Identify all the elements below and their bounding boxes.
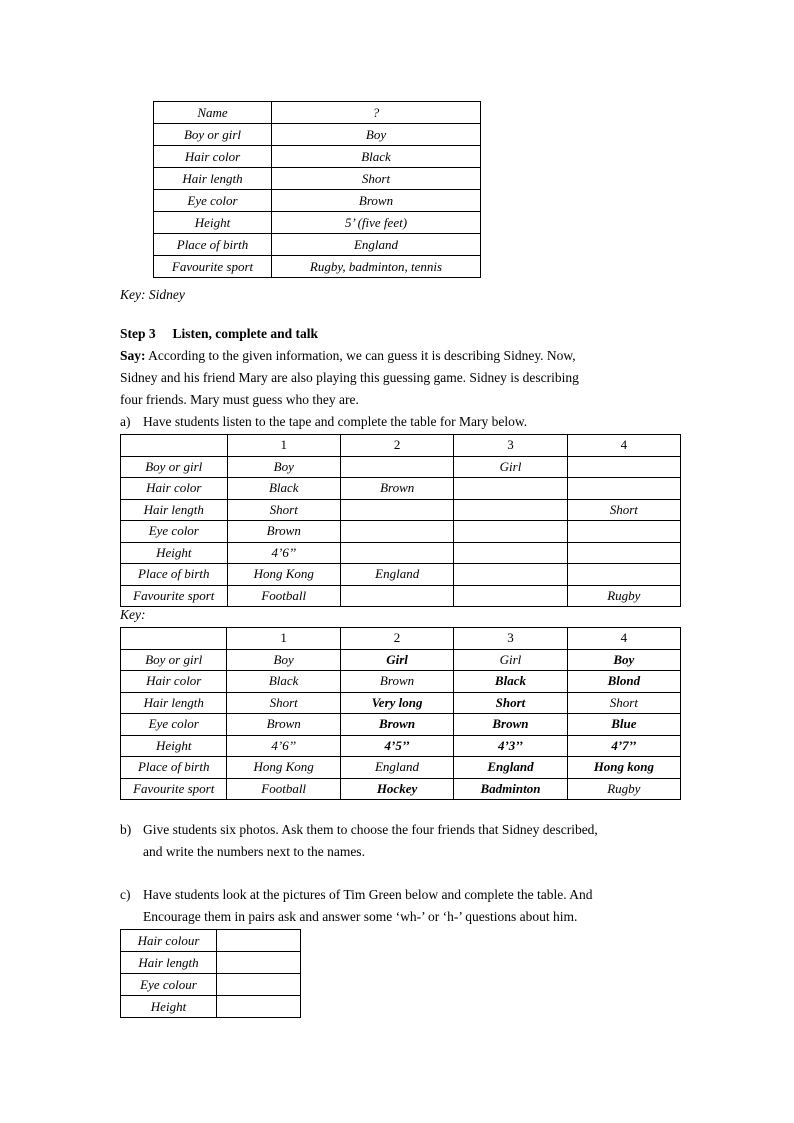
value-cell: Boy <box>227 456 340 478</box>
table-row <box>121 778 681 800</box>
value-cell: Badminton <box>454 778 568 800</box>
value-cell <box>340 585 453 607</box>
step3-title: Listen, complete and talk <box>172 326 319 341</box>
value-cell <box>567 478 680 500</box>
value-cell: Boy <box>567 649 680 671</box>
row-label-cell: Place of birth <box>121 564 228 586</box>
value-cell: England <box>340 564 453 586</box>
table-mary-blank <box>120 434 681 607</box>
value-cell: Short <box>567 692 680 714</box>
say-label: Say: <box>120 348 146 363</box>
table-row <box>121 974 301 996</box>
value-cell: Brown <box>227 714 340 736</box>
value-cell: Brown <box>340 714 453 736</box>
row-label-cell: Hair length <box>121 952 217 974</box>
header-cell: 2 <box>340 435 453 457</box>
header-cell: 3 <box>454 435 567 457</box>
value-cell: 5’ (five feet) <box>272 212 481 234</box>
row-label-cell: Height <box>154 212 272 234</box>
item-c-line-1: Have students look at the pictures of Tim Green below and complete the table. And <box>143 887 593 902</box>
value-cell <box>340 499 453 521</box>
row-label-cell: Favourite sport <box>121 778 227 800</box>
table-row <box>121 996 301 1018</box>
table-row <box>154 102 481 124</box>
value-cell <box>567 542 680 564</box>
value-cell <box>567 564 680 586</box>
value-cell: Short <box>567 499 680 521</box>
value-cell: Black <box>454 671 568 693</box>
table-row <box>154 124 481 146</box>
value-cell <box>340 542 453 564</box>
table-row <box>154 234 481 256</box>
table-row <box>121 930 301 952</box>
value-cell: Black <box>227 478 340 500</box>
say-line-2: Sidney and his friend Mary are also playing this guessing game. Sidney is describing <box>120 370 579 385</box>
row-label-cell: Eye colour <box>121 974 217 996</box>
item-b-line-1: Give students six photos. Ask them to choose the four friends that Sidney described, <box>143 822 598 837</box>
value-cell <box>454 585 567 607</box>
item-b-marker: b) <box>120 822 132 837</box>
value-cell: Hong Kong <box>227 757 340 779</box>
value-cell <box>454 499 567 521</box>
header-cell: 4 <box>567 435 680 457</box>
value-cell: Rugby <box>567 585 680 607</box>
value-cell: Girl <box>454 456 567 478</box>
value-cell: ? <box>272 102 481 124</box>
value-cell: Boy <box>272 124 481 146</box>
table-mary-key <box>120 627 681 800</box>
row-label-cell: Height <box>121 542 228 564</box>
value-cell <box>567 521 680 543</box>
table-row <box>121 585 681 607</box>
value-cell: Short <box>272 168 481 190</box>
value-cell: 4’5’’ <box>340 735 453 757</box>
value-cell: Football <box>227 778 340 800</box>
header-cell: 2 <box>340 628 453 650</box>
value-cell <box>454 564 567 586</box>
value-cell: Hockey <box>340 778 453 800</box>
value-cell: Blond <box>567 671 680 693</box>
header-cell <box>121 435 228 457</box>
step3-label: Step 3 <box>120 326 156 341</box>
table-row <box>121 542 681 564</box>
value-cell: Very long <box>340 692 453 714</box>
table-row <box>121 521 681 543</box>
value-cell: 4’7’’ <box>567 735 680 757</box>
table-row <box>121 714 681 736</box>
value-cell: Short <box>227 692 340 714</box>
value-cell: Brown <box>227 521 340 543</box>
value-cell <box>217 952 301 974</box>
value-cell: Girl <box>454 649 568 671</box>
header-cell: 1 <box>227 435 340 457</box>
table-row <box>154 212 481 234</box>
row-label-cell: Hair length <box>121 499 228 521</box>
value-cell: Short <box>454 692 568 714</box>
row-label-cell: Name <box>154 102 272 124</box>
row-label-cell: Place of birth <box>121 757 227 779</box>
row-label-cell: Hair length <box>154 168 272 190</box>
value-cell: England <box>454 757 568 779</box>
value-cell: 4’6’’ <box>227 542 340 564</box>
value-cell: Black <box>272 146 481 168</box>
value-cell: Rugby <box>567 778 680 800</box>
row-label-cell: Height <box>121 996 217 1018</box>
item-a-marker: a) <box>120 414 131 429</box>
row-label-cell: Hair color <box>121 671 227 693</box>
value-cell: Blue <box>567 714 680 736</box>
table-row <box>121 456 681 478</box>
row-label-cell: Hair color <box>154 146 272 168</box>
value-cell: Brown <box>340 478 453 500</box>
value-cell: Football <box>227 585 340 607</box>
table-row <box>121 649 681 671</box>
key-label: Key: <box>120 607 146 622</box>
table-row <box>121 478 681 500</box>
row-label-cell: Boy or girl <box>121 649 227 671</box>
item-b-line-2: and write the numbers next to the names. <box>143 844 365 859</box>
value-cell <box>567 456 680 478</box>
value-cell <box>454 478 567 500</box>
row-label-cell: Place of birth <box>154 234 272 256</box>
row-label-cell: Eye color <box>154 190 272 212</box>
say-text-1: According to the given information, we can guess it is describing Sidney. Now, <box>145 348 576 363</box>
value-cell: England <box>340 757 453 779</box>
value-cell <box>217 930 301 952</box>
value-cell <box>454 542 567 564</box>
value-cell <box>217 996 301 1018</box>
value-cell <box>217 974 301 996</box>
row-label-cell: Boy or girl <box>121 456 228 478</box>
value-cell: Brown <box>340 671 453 693</box>
row-label-cell: Hair colour <box>121 930 217 952</box>
header-cell <box>121 628 227 650</box>
value-cell: England <box>272 234 481 256</box>
table-row <box>154 190 481 212</box>
value-cell: Boy <box>227 649 340 671</box>
key-sidney: Key: Sidney <box>120 287 185 302</box>
value-cell: Brown <box>454 714 568 736</box>
value-cell: Girl <box>340 649 453 671</box>
value-cell: Short <box>227 499 340 521</box>
table-row <box>121 735 681 757</box>
item-c-marker: c) <box>120 887 131 902</box>
header-cell: 4 <box>567 628 680 650</box>
table-sidney-info <box>153 101 481 278</box>
value-cell <box>340 456 453 478</box>
table-tim-green <box>120 929 301 1018</box>
say-line-1 <box>120 345 576 367</box>
row-label-cell: Eye color <box>121 521 228 543</box>
table-row <box>121 499 681 521</box>
value-cell: Rugby, badminton, tennis <box>272 256 481 278</box>
value-cell: 4’6’’ <box>227 735 340 757</box>
value-cell: Brown <box>272 190 481 212</box>
table-row <box>121 952 301 974</box>
table-row <box>121 671 681 693</box>
table-row <box>154 168 481 190</box>
row-label-cell: Eye color <box>121 714 227 736</box>
item-c-line-2: Encourage them in pairs ask and answer some ‘wh-’ or ‘h-’ questions about him. <box>143 909 578 924</box>
table-row <box>121 757 681 779</box>
header-cell: 1 <box>227 628 340 650</box>
value-cell <box>454 521 567 543</box>
header-cell: 3 <box>454 628 568 650</box>
table-header-row <box>121 435 681 457</box>
row-label-cell: Favourite sport <box>121 585 228 607</box>
row-label-cell: Hair color <box>121 478 228 500</box>
value-cell: 4’3’’ <box>454 735 568 757</box>
table-row <box>154 256 481 278</box>
value-cell: Hong kong <box>567 757 680 779</box>
table-header-row <box>121 628 681 650</box>
step3-heading <box>120 323 318 345</box>
item-a-text: Have students listen to the tape and complete the table for Mary below. <box>143 414 528 429</box>
say-line-3: four friends. Mary must guess who they are. <box>120 392 359 407</box>
value-cell: Black <box>227 671 340 693</box>
table-row <box>154 146 481 168</box>
row-label-cell: Hair length <box>121 692 227 714</box>
row-label-cell: Height <box>121 735 227 757</box>
value-cell: Hong Kong <box>227 564 340 586</box>
row-label-cell: Favourite sport <box>154 256 272 278</box>
table-row <box>121 564 681 586</box>
row-label-cell: Boy or girl <box>154 124 272 146</box>
table-row <box>121 692 681 714</box>
value-cell <box>340 521 453 543</box>
